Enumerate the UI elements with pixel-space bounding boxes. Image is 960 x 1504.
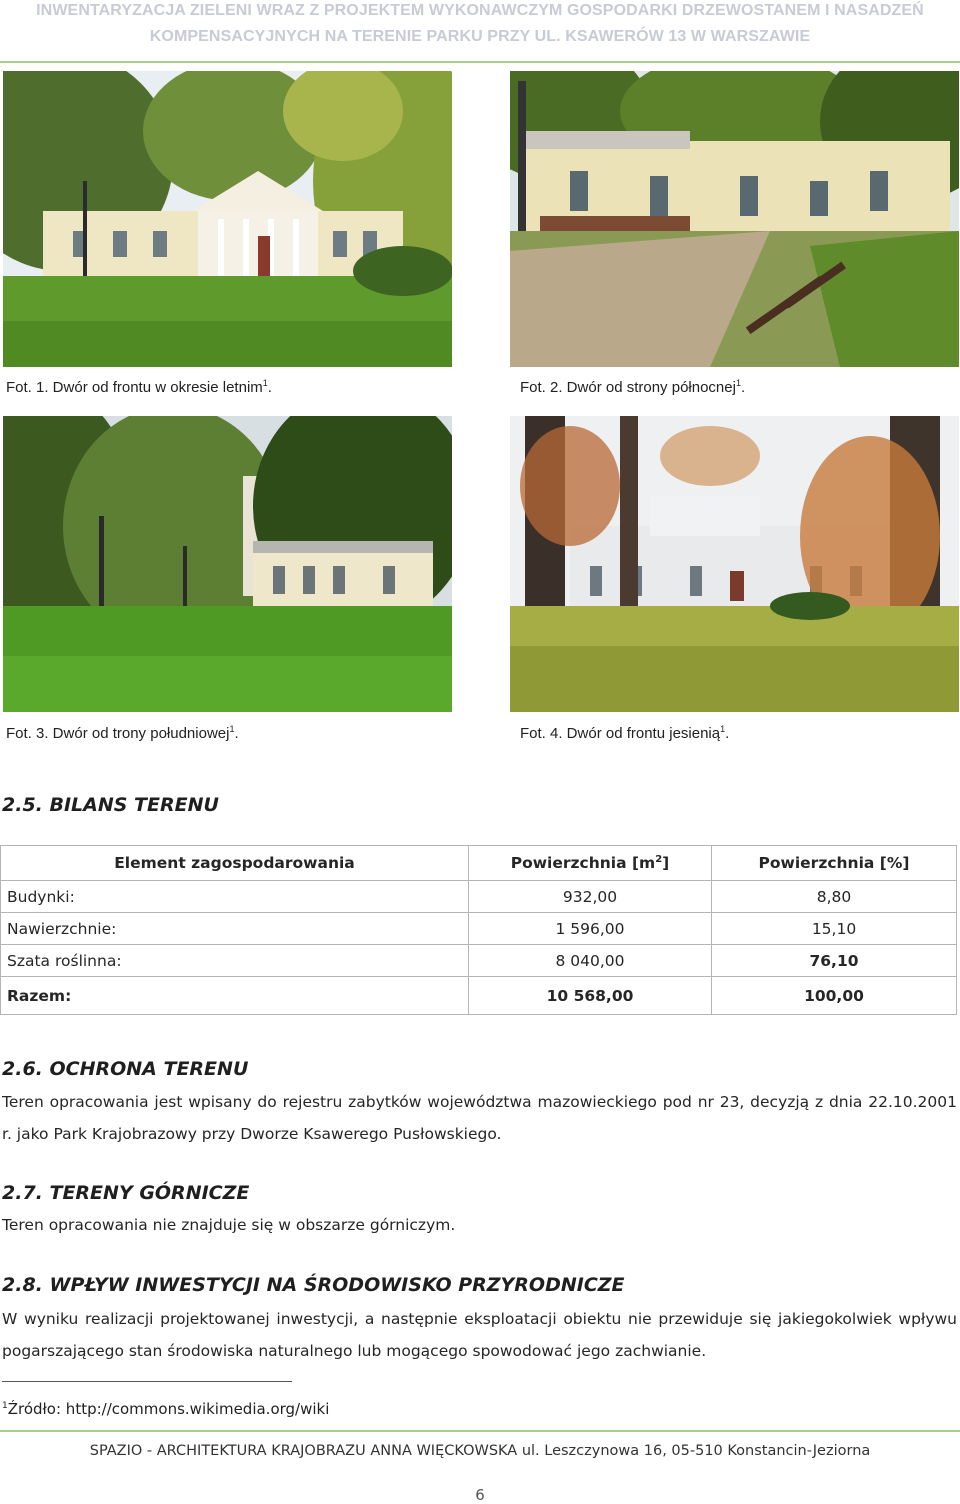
row-percent: 8,80 <box>712 881 957 913</box>
section-text-gornicze: Teren opracowania nie znajduje się w obszarze górniczym. <box>2 1216 456 1234</box>
table-row <box>1 881 957 913</box>
photo-manor-front-autumn <box>510 416 959 712</box>
photo-caption-1: Fot. 1. Dwór od frontu w okresie letnim$^1$. <box>6 378 272 396</box>
footnote-divider <box>2 1381 292 1382</box>
footer-divider <box>0 1430 960 1432</box>
row-area: 10 568,00 <box>469 977 712 1015</box>
row-label: Szata roślinna: <box>1 945 469 977</box>
row-percent: 76,10 <box>712 945 957 977</box>
table-row <box>1 945 957 977</box>
column-header-percent: Powierzchnia [%] <box>712 846 957 881</box>
photo-manor-north-side <box>510 71 959 367</box>
table-total-row <box>1 977 957 1015</box>
photo-caption-4: Fot. 4. Dwór od frontu jesienią$^1$. <box>520 724 730 742</box>
photo-manor-south-side <box>3 416 452 712</box>
row-area: 8 040,00 <box>469 945 712 977</box>
section-title-gornicze: 2.7. TERENY GÓRNICZE <box>2 1182 250 1204</box>
section-text-wplyw: W wyniku realizacji projektowanej inwestycji, a następnie eksploatacji obiektu nie przewiduje się jakiegokolwiek wpływu pogarszającego stan środowiska naturalnego lub mogącego spowodować jego zachwianie. <box>2 1310 957 1360</box>
photo-caption-2: Fot. 2. Dwór od strony północnej$^1$. <box>520 378 746 396</box>
column-header-area: Powierzchnia $[m^2]$ <box>469 846 712 881</box>
section-text-ochrona: Teren opracowania jest wpisany do rejestru zabytków województwa mazowieckiego pod nr 23, decyzją z dnia 22.10.2001 r. jako Park Krajobrazowy przy Dworze Ksawerego Pusłowskiego. <box>2 1093 957 1143</box>
table-header-row <box>1 846 957 881</box>
document-header-line-1: INWENTARYZACJA ZIELENI WRAZ Z PROJEKTEM WYKONAWCZYM GOSPODARKI DRZEWOSTANEM I NASADZEŃ <box>36 2 924 19</box>
photo-caption-3: Fot. 3. Dwór od trony południowej$^1$. <box>6 724 239 742</box>
row-percent: 15,10 <box>712 913 957 945</box>
section-title-ochrona: 2.6. OCHRONA TERENU <box>2 1058 249 1080</box>
column-header-element: Element zagospodarowania <box>1 846 469 881</box>
footnote: $^1$Źródło: http://commons.wikimedia.org/wiki <box>2 1400 330 1418</box>
header-divider <box>0 61 960 63</box>
land-balance-table <box>0 845 957 1015</box>
page-number: 6 <box>475 1486 485 1504</box>
row-label: Razem: <box>1 977 469 1015</box>
photo-manor-front-summer <box>3 71 452 367</box>
table-row <box>1 913 957 945</box>
document-header-line-2: KOMPENSACYJNYCH NA TERENIE PARKU PRZY UL. KSAWERÓW 13 W WARSZAWIE <box>149 28 811 45</box>
row-area: 932,00 <box>469 881 712 913</box>
footer-address: SPAZIO - ARCHITEKTURA KRAJOBRAZU ANNA WIĘCKOWSKA ul. Leszczynowa 16, 05-510 Konstancin-Jeziorna <box>89 1443 871 1459</box>
row-percent: 100,00 <box>712 977 957 1015</box>
section-title-wplyw: 2.8. WPŁYW INWESTYCJI NA ŚRODOWISKO PRZYRODNICZE <box>2 1274 625 1296</box>
row-label: Budynki: <box>1 881 469 913</box>
row-area: 1 596,00 <box>469 913 712 945</box>
row-label: Nawierzchnie: <box>1 913 469 945</box>
section-title-bilans: 2.5. BILANS TERENU <box>2 794 219 816</box>
